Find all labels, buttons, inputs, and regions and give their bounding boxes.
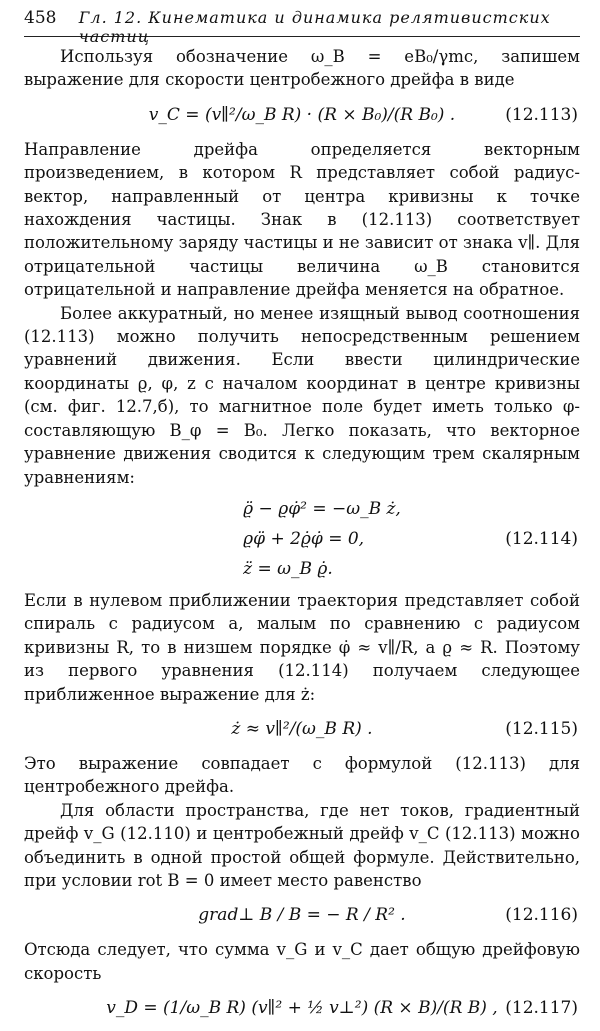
paragraph-7: Отсюда следует, что сумма v_G и v_C дает общую дрейфовую скорость <box>24 940 580 983</box>
equation-12-116-body: grad⊥ B / B = − R / R² . <box>198 905 406 926</box>
paragraph-3: Более аккуратный, но менее изящный вывод соотношения (12.113) можно получить непосредственным решением уравнений движения. Если ввести цилиндрические координаты ϱ, φ, z с началом координат в центре кривизны (см. фиг. 12.7,б), то магнитное поле будет иметь только φ-составляющую B_φ = B₀. Легко показать, что векторное уравнение движения сводится к следующим трем скалярным уравнениям: <box>24 303 580 487</box>
equation-number-12-113: (12.113) <box>505 104 578 125</box>
equation-12-117-body: v_D = (1/ω_B R) (v∥² + ½ v⊥²) (R × B)/(R B) , <box>106 998 498 1019</box>
page-header <box>24 8 580 46</box>
equation-number-12-116: (12.116) <box>505 905 578 926</box>
paragraph-1: Используя обозначение ω_B = eB₀/γmc, запишем выражение для скорости центробежного дрейфа в виде <box>24 47 580 90</box>
equation-12-117 <box>24 985 580 1031</box>
page <box>24 8 580 1031</box>
page-number: 458 <box>24 8 57 28</box>
equation-12-116 <box>24 892 580 938</box>
equation-12-113 <box>24 92 580 138</box>
running-title: Гл. 12. Кинематика и динамика релятивистских частиц <box>78 8 551 46</box>
equation-12-115 <box>24 706 580 752</box>
paragraph-5: Это выражение совпадает с формулой (12.113) для центробежного дрейфа. <box>24 753 580 797</box>
equation-line-1: ϱ̈ − ϱφ̇² = −ω_B ż, <box>243 498 401 519</box>
equation-number-12-117: (12.117) <box>505 998 578 1019</box>
paragraph-2: Направление дрейфа определяется векторным произведением, в котором R представляет собой радиус-вектор, направленный от центра кривизны к точке нахождения частицы. Знак в (12.113) соответствует положительному заряду частицы и не зависит от знака v∥. Для отрицательной частицы величина ω_B становится отрицательной и направление дрейфа меняется на обратное. <box>24 139 580 300</box>
paragraph-6: Для области пространства, где нет токов, градиентный дрейф v_G (12.110) и центробежный дрейф v_C (12.113) можно объединить в одной простой общей формуле. Действительно, при условии rot B = 0 имеет место равенство <box>24 800 580 890</box>
equation-line-2: ϱφ̈ + 2ϱ̇φ̇ = 0, <box>243 528 365 549</box>
equation-system <box>243 494 401 584</box>
equation-number-12-115: (12.115) <box>505 718 578 739</box>
equation-number-12-114: (12.114) <box>505 528 578 549</box>
equation-12-115-body: ż ≈ v∥²/(ω_B R) . <box>231 718 373 739</box>
equation-line-3: z̈ = ω_B ϱ̇. <box>243 558 333 579</box>
equation-12-114 <box>24 489 580 589</box>
paragraph-4: Если в нулевом приближении траектория представляет собой спираль с радиусом a, малым по сравнению с радиусом кривизны R, то в низшем порядке φ̇ ≈ v∥/R, а ϱ ≈ R. Поэтому из первого уравнения (12.114) получаем следующее приближенное выражение для ż: <box>24 590 580 704</box>
equation-12-113-body: v_C = (v∥²/ω_B R) · (R × B₀)/(R B₀) . <box>148 104 456 125</box>
